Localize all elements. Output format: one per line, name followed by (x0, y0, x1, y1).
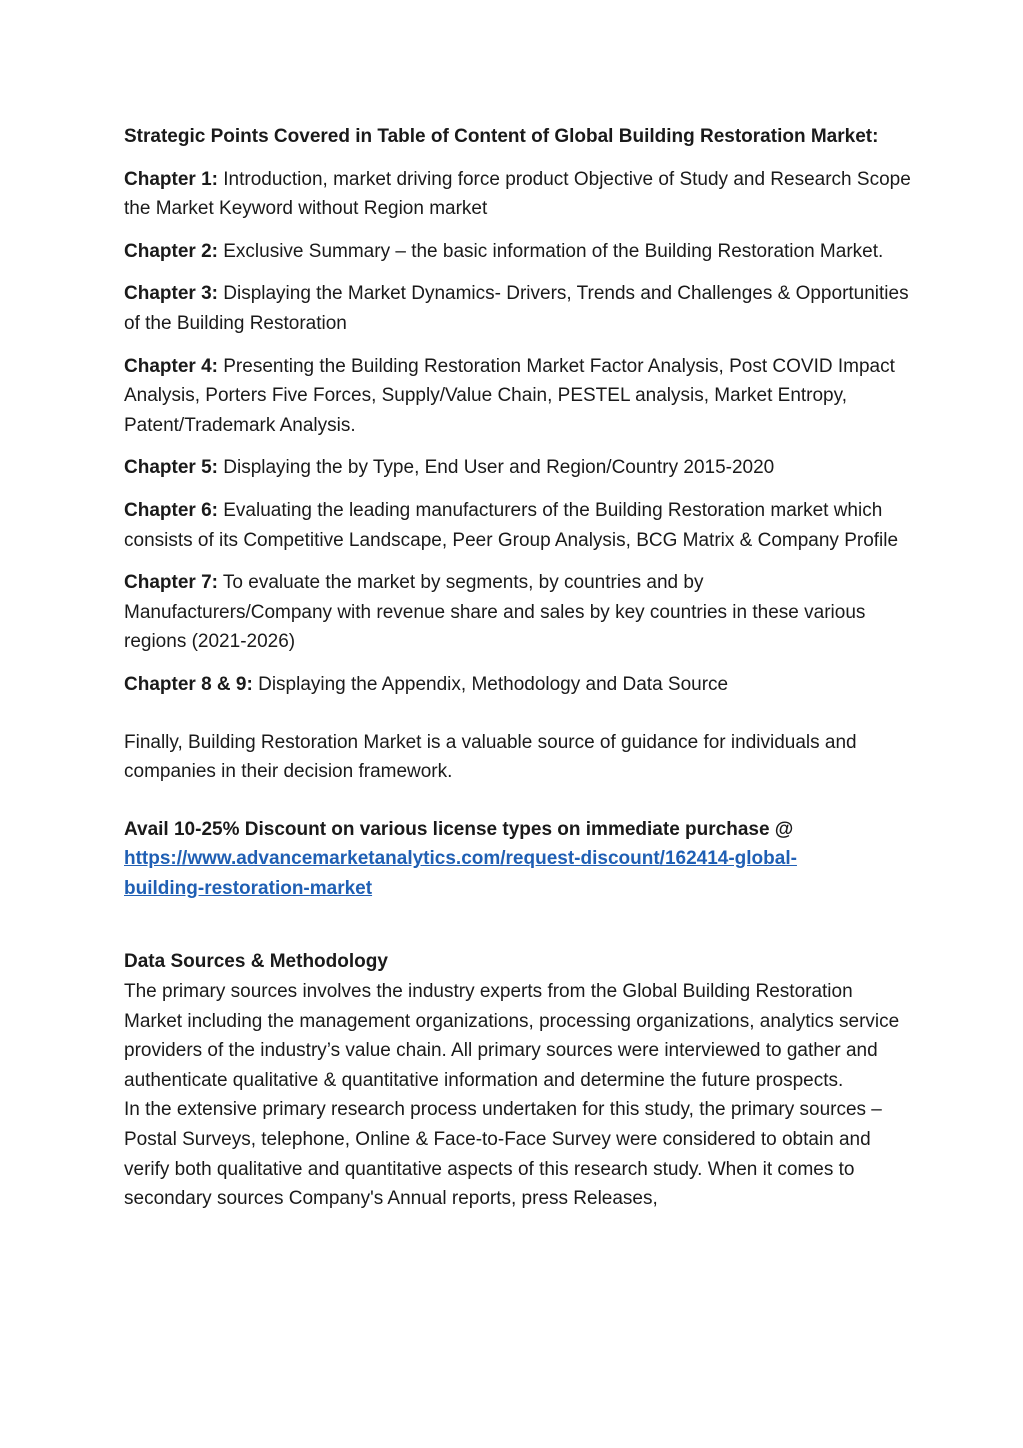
discount-block (124, 815, 914, 904)
document-page (124, 122, 914, 1214)
chapter-7-text: To evaluate the market by segments, by countries and by Manufacturers/Company with revenue share and sales by key countries in these various regions (2021-2026) (124, 572, 866, 653)
chapter-4 (124, 352, 914, 441)
chapter-5-label: Chapter 5: (124, 457, 218, 479)
data-sources-paragraph-1: The primary sources involves the industry experts from the Global Building Restoration Market including the management organizations, processing organizations, analytics service providers of the industry’s value chain. All primary sources were interviewed to gather and authenticate qualitative & quantitative information and determine the future prospects. (124, 981, 900, 1091)
chapter-8-9-text: Displaying the Appendix, Methodology and Data Source (258, 673, 729, 695)
finally-paragraph: Finally, Building Restoration Market is a valuable source of guidance for individuals and companies in their decision framework. (124, 731, 857, 783)
data-sources-title: Data Sources & Methodology (124, 951, 388, 973)
chapter-7 (124, 568, 914, 657)
chapter-5-text: Displaying the by Type, End User and Region/Country 2015-2020 (223, 457, 775, 479)
chapter-4-label: Chapter 4: (124, 355, 218, 377)
chapter-8-9-label: Chapter 8 & 9: (124, 673, 253, 695)
chapter-5 (124, 453, 914, 483)
discount-link-line1: https://www.advancemarketanalytics.com/request-discount/162414-global- (124, 848, 797, 870)
data-sources-paragraph-2: In the extensive primary research process undertaken for this study, the primary sources – Postal Surveys, telephone, Online & Face-to-Face Survey were considered to obtain and verify both qualitative and quantitative aspects of this research study. When it comes to secondary sources Company's Annual reports, press Releases, (124, 1099, 882, 1210)
toc-heading: Strategic Points Covered in Table of Content of Global Building Restoration Market: (124, 126, 879, 147)
chapter-2-text: Exclusive Summary – the basic information of the Building Restoration Market. (223, 240, 884, 262)
chapter-3-text: Displaying the Market Dynamics- Drivers, Trends and Challenges & Opportunities of the Building Restoration (124, 283, 909, 334)
chapter-3 (124, 279, 914, 338)
chapter-6 (124, 496, 914, 555)
chapter-6-text: Evaluating the leading manufacturers of the Building Restoration market which consists of its Competitive Landscape, Peer Group Analysis, BCG Matrix & Company Profile (124, 499, 899, 551)
chapter-2-label: Chapter 2: (124, 240, 218, 262)
discount-link[interactable] (124, 848, 797, 899)
chapter-4-text: Presenting the Building Restoration Market Factor Analysis, Post COVID Impact Analysis, Porters Five Forces, Supply/Value Chain, PESTEL analysis, Market Entropy, Patent/Trademark Analysis. (124, 355, 895, 436)
discount-offer: Avail 10-25% Discount on various license types on immediate purchase @ (124, 818, 794, 840)
chapter-1-label: Chapter 1: (124, 168, 218, 190)
chapter-2 (124, 237, 914, 267)
data-sources-section (124, 947, 914, 1213)
chapter-1 (124, 165, 914, 224)
chapter-8-9 (124, 670, 914, 700)
chapter-7-label: Chapter 7: (124, 572, 218, 594)
discount-link-line2: building-restoration-market (124, 877, 373, 899)
chapter-6-label: Chapter 6: (124, 499, 218, 521)
chapter-1-text: Introduction, market driving force product Objective of Study and Research Scope the Market Keyword without Region market (124, 168, 911, 220)
chapter-3-label: Chapter 3: (124, 283, 218, 305)
